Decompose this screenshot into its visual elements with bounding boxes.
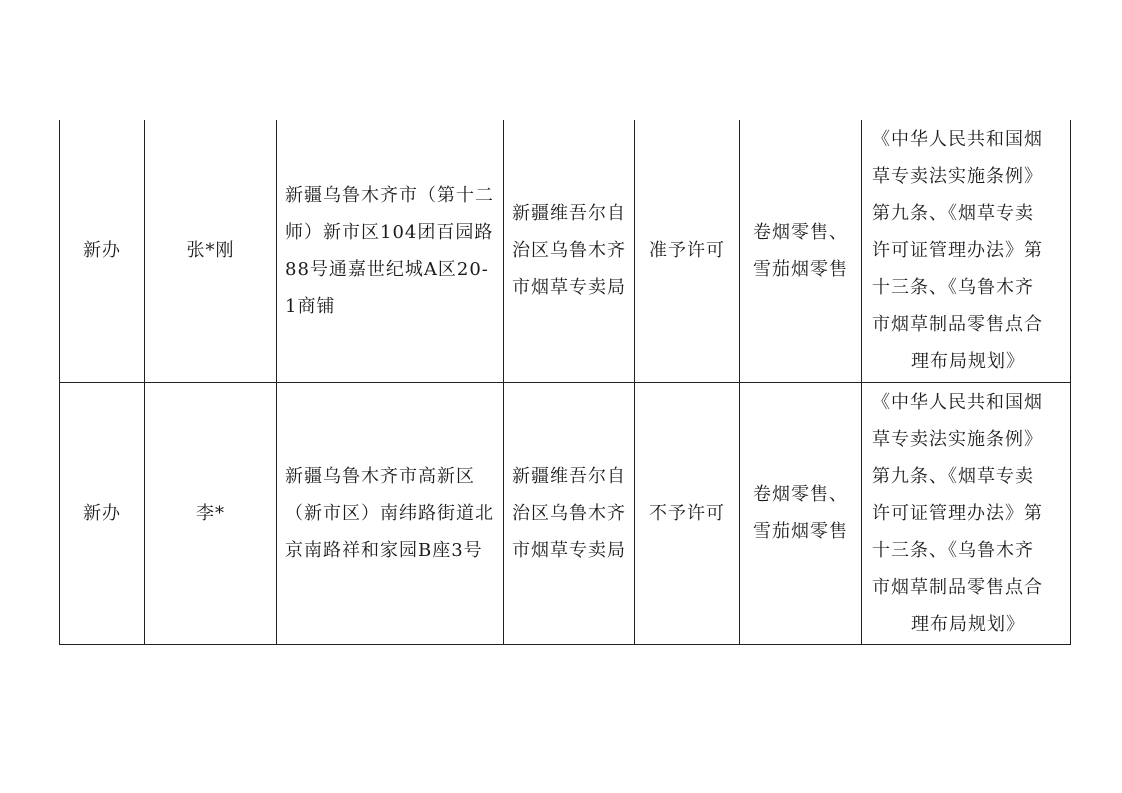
legal-basis-line: 第九条、《烟草专卖 bbox=[872, 203, 1034, 225]
legal-basis-line: 理布局规划》 bbox=[911, 351, 1025, 373]
legal-basis-cell bbox=[862, 120, 1071, 382]
legal-basis-cell bbox=[862, 382, 1071, 644]
business-scope-cell: 卷烟零售、雪茄烟零售 bbox=[740, 382, 862, 644]
legal-basis-line: 十三条、《乌鲁木齐 bbox=[872, 277, 1034, 299]
legal-basis-line: 市烟草制品零售点合 bbox=[872, 314, 1043, 336]
legal-basis-line: 许可证管理办法》第 bbox=[872, 240, 1043, 262]
legal-basis-line: 草专卖法实施条例》 bbox=[872, 428, 1043, 450]
applicant-name-cell: 李* bbox=[145, 382, 277, 644]
legal-basis-line: 十三条、《乌鲁木齐 bbox=[872, 539, 1034, 561]
legal-basis-line: 第九条、《烟草专卖 bbox=[872, 465, 1034, 487]
table-row bbox=[60, 120, 1071, 382]
decision-cell: 准予许可 bbox=[635, 120, 740, 382]
business-address-cell: 新疆乌鲁木齐市（第十二师）新市区104团百园路88号通嘉世纪城A区20-1商铺 bbox=[277, 120, 504, 382]
permit-table bbox=[59, 120, 1071, 645]
legal-basis-line: 《中华人民共和国烟 bbox=[872, 391, 1043, 413]
legal-basis-line: 理布局规划》 bbox=[911, 613, 1025, 635]
issuing-authority-cell: 新疆维吾尔自治区乌鲁木齐市烟草专卖局 bbox=[504, 382, 635, 644]
business-address-cell: 新疆乌鲁木齐市高新区（新市区）南纬路街道北京南路祥和家园B座3号 bbox=[277, 382, 504, 644]
legal-basis-line: 草专卖法实施条例》 bbox=[872, 166, 1043, 188]
decision-cell: 不予许可 bbox=[635, 382, 740, 644]
applicant-name-cell: 张*刚 bbox=[145, 120, 277, 382]
business-scope-cell: 卷烟零售、雪茄烟零售 bbox=[740, 120, 862, 382]
legal-basis-line: 市烟草制品零售点合 bbox=[872, 576, 1043, 598]
table-row bbox=[60, 382, 1071, 644]
application-type-cell: 新办 bbox=[60, 120, 145, 382]
application-type-cell: 新办 bbox=[60, 382, 145, 644]
legal-basis-line: 许可证管理办法》第 bbox=[872, 502, 1043, 524]
legal-basis-line: 《中华人民共和国烟 bbox=[872, 129, 1043, 151]
issuing-authority-cell: 新疆维吾尔自治区乌鲁木齐市烟草专卖局 bbox=[504, 120, 635, 382]
